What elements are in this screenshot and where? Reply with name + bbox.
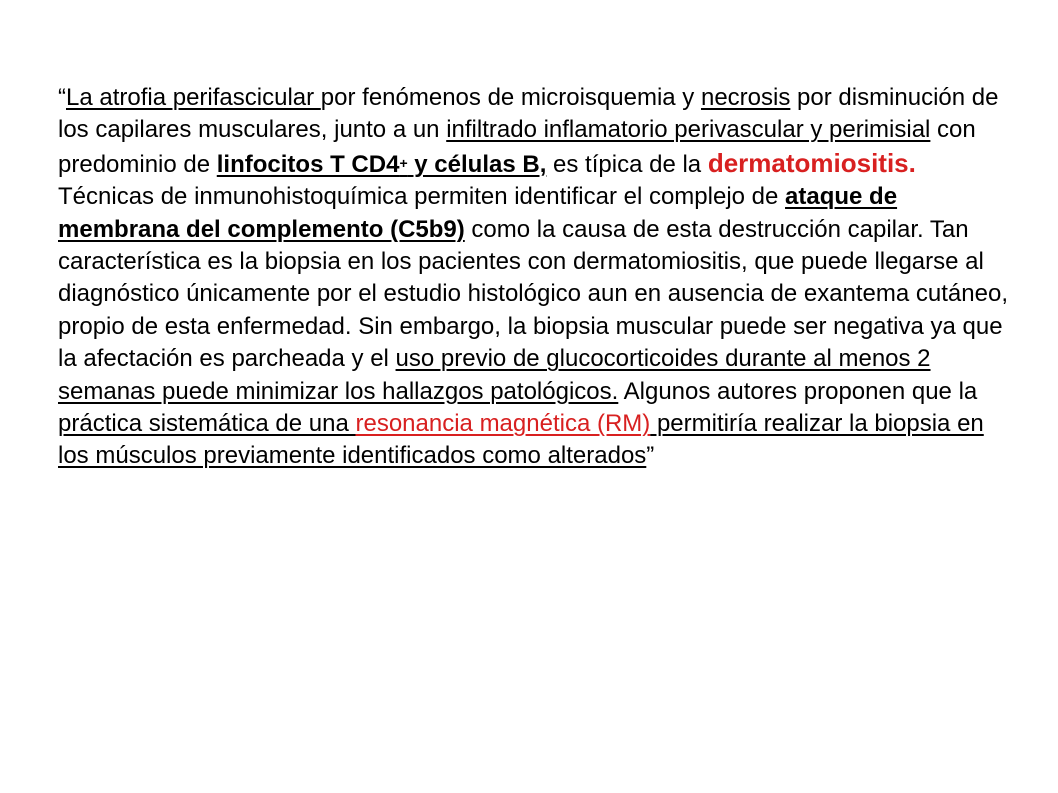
open-quote: “: [58, 84, 66, 111]
text-segment: con predominio de: [58, 116, 976, 178]
text-segment: por disminución de los capilares musculares, junto a un: [58, 84, 999, 144]
text-segment: es típica de la: [546, 150, 708, 178]
glucocorticoids-phrase: uso previo de glucocorticoides durante al menos 2 semanas puede minimizar los hallazgos patológicos.: [58, 345, 931, 405]
perifascicular-atrophy-phrase: La atrofia perifascicular: [66, 84, 321, 111]
close-quote: ”: [646, 442, 655, 470]
mri-phrase: resonancia magnética (RM): [355, 410, 651, 438]
infiltrate-phrase: infiltrado inflamatorio perivascular y perimisial: [446, 116, 931, 144]
superscript-plus: +: [399, 154, 408, 171]
b-cells-text: y células B,: [407, 150, 547, 178]
text-segment: Técnicas de inmunohistoquímica permiten identificar el complejo de: [58, 183, 786, 211]
text-segment: como la causa de esta destrucción capilar. Tan característica es la biopsia en los pacientes con dermatomiositis, que puede llegarse al diagnóstico únicamente por el estudio histológico aun en ausencia de exantema cutáneo, propio de esta enfermedad. Sin embargo, la biopsia muscular puede ser negativa ya que la afectación es parcheada y el: [58, 215, 1008, 373]
lymphocytes-text: linfocitos T CD4: [216, 150, 400, 178]
systematic-practice-phrase: práctica sistemática de una: [58, 410, 356, 438]
complement-attack-phrase: ataque de membrana del complemento (C5b9): [58, 183, 898, 243]
text-segment: Algunos autores proponen que la: [618, 377, 978, 405]
text-segment: por fenómenos de microisquemia y: [320, 84, 701, 111]
dermatomyositis-term: dermatomiositis.: [707, 147, 916, 178]
biopsy-muscles-phrase: permitiría realizar la biopsia en los músculos previamente identificados como alterados: [58, 410, 984, 470]
quote-paragraph: [58, 82, 1013, 473]
lymphocytes-phrase: [217, 151, 547, 178]
necrosis-phrase: necrosis: [700, 84, 791, 111]
